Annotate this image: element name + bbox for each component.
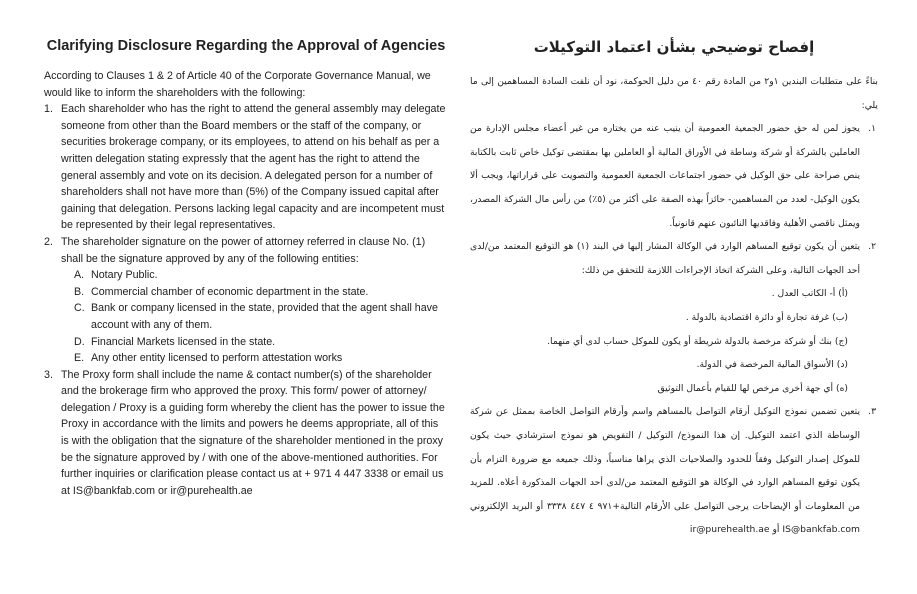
english-entity-e — [74, 350, 448, 367]
arabic-title: إفصاح توضيحي بشأن اعتماد التوكيلات — [533, 38, 815, 56]
arabic-item-1 — [470, 117, 878, 235]
entity-text: Notary Public. — [91, 269, 158, 282]
entity-letter: D. — [74, 335, 85, 348]
english-entities-list — [61, 267, 448, 367]
arabic-item-number: ٢. — [868, 241, 876, 253]
arabic-item-3 — [470, 400, 878, 542]
english-item-text: The shareholder signature on the power of attorney referred in clause No. (1) shall be the signature approved by any of the following entities: — [61, 235, 426, 265]
english-title: Clarifying Disclosure Regarding the Approval of Agencies — [46, 38, 446, 54]
english-entity-c — [74, 300, 448, 333]
entity-letter: C. — [74, 302, 85, 315]
english-entity-d — [74, 334, 448, 351]
english-entity-b — [74, 284, 448, 301]
arabic-item-text: يتعين أن يكون توقيع المساهم الوارد في الوكالة المشار إليها في البند (١) هو التوقيع المعتمد من/لدى أحد الجهات التالية، وعلى الشركة اتخاذ الإجراءات اللازمة للتحقق من ذلك: — [470, 241, 861, 276]
english-item-1 — [44, 101, 448, 234]
arabic-entity-e: (ه) أي جهة أخرى مرخص لها للقيام بأعمال التوثيق — [657, 382, 848, 394]
arabic-item-number: ٣. — [868, 406, 876, 418]
english-list — [44, 101, 448, 499]
english-item-2 — [44, 234, 448, 367]
english-entity-a — [74, 267, 448, 284]
arabic-entity-a: (أ) أ- الكاتب العدل . — [771, 288, 848, 300]
english-item-text: Each shareholder who has the right to attend the general assembly may delegate someone from other than the Board members or the staff of the company, or securities brokerage company, or its employees, to attend on his behalf as per a written delegation stating expressly that the agent has the right to attend the general assembly and vote on its decision. A delegated person for a number of shareholders shall not have more than (5%) of the Company issued capital after gaining that delegation. Persons lacking legal capacity and are incompetent must be represented by their legal representatives. — [61, 103, 446, 232]
english-intro: According to Clauses 1 & 2 of Article 40 of the Corporate Governance Manual, we would like to inform the shareholders with the following: — [44, 70, 431, 99]
english-column — [44, 38, 448, 499]
arabic-item-text: يتعين تضمين نموذج التوكيل أرقام التواصل بالمساهم واسم وأرقام التواصل الخاصة بممثل عن شركة الوساطة الذي اعتمد التوكيل. إن هذا النموذج/ التوكيل / التفويض هو نموذج استرشادي حيث يكون للموكل إصدار التوكيل وفقاً للحدود والصلاحيات الذي يراها مناسباً، وذلك جميعه مع ضرورة التزام بأن يكون توقيع المساهم الوارد في الوكالة هو التوقيع المعتمد من/لدى أحد الجهات المذكورة أعلاه. للمزيد من المعلومات أو الإيضاحات يرجى التواصل على الأرقام التالية+٩٧١ ٤ ٤٤٧ ٣٣٣٨ أو البريد الإلكتروني IS@bankfab.com أو ir@purehealth.ae — [470, 406, 861, 536]
english-item-text: The Proxy form shall include the name & contact number(s) of the shareholder and the brokerage firm who approved the proxy. This form/ power of attorney/ delegation / Proxy is a guiding form whereby the client has the power to issue the Proxy in accordance with the limits and powers he deems appropriate, all of this is with the obligation that the signature of the shareholder mentioned in the proxy be the signature approved by / with one of the above-mentioned authorities. For further inquiries or clarification please contact us at + 971 4 447 3338 or email us at IS@bankfab.com or ir@purehealth.ae — [61, 368, 445, 497]
arabic-item-number: ١. — [868, 123, 876, 135]
english-item-number: 1. — [44, 103, 53, 116]
arabic-intro: بناءً على متطلبات البندين ١و٢ من المادة رقم ٤٠ من دليل الحوكمة، نود أن نلفت السادة المساهمين إلى ما يلي: — [470, 76, 878, 111]
arabic-column — [470, 38, 878, 542]
entity-text: Any other entity licensed to perform attestation works — [91, 352, 343, 365]
entity-text: Bank or company licensed in the state, provided that the agent shall have account with any of them. — [91, 302, 438, 331]
english-item-number: 2. — [44, 235, 53, 248]
english-item-number: 3. — [44, 368, 53, 381]
arabic-entity-b: (ب) غرفة تجارة أو دائرة اقتصادية بالدولة . — [685, 311, 848, 323]
entity-text: Financial Markets licensed in the state. — [91, 335, 276, 348]
entity-text: Commercial chamber of economic department in the state. — [91, 285, 369, 298]
english-item-3 — [44, 367, 448, 500]
arabic-item-text: يجوز لمن له حق حضور الجمعية العمومية أن ينيب عنه من يختاره من غير أعضاء مجلس الإدارة من العاملين بالشركة أو شركة وساطة في الأوراق المالية أو العاملين بها بمقتضى توكيل خاص ثابت بالكتابة ينص صراحة على حق الوكيل في حضور اجتماعات الجمعية العمومية والتصويت على قراراتها، ويجب ألا يكون الوكيل- لعدد من المساهمين- حائزاً بهذه الصفة على أكثر من (٥٪) من رأس مال الشركة المصدر، ويمثل ناقصي الأهلية وفاقديها النائبون عنهم قانونياً. — [470, 123, 860, 229]
entity-letter: E. — [74, 352, 85, 365]
entity-letter: A. — [74, 269, 85, 282]
arabic-entity-d: (د) الأسواق المالية المرخصة في الدولة. — [696, 359, 848, 371]
arabic-item-2 — [470, 235, 878, 282]
arabic-entity-c: (ج) بنك أو شركة مرخصة بالدولة شريطة أو يكون للموكل حساب لدى أي منهما. — [547, 335, 848, 347]
entity-letter: B. — [74, 285, 85, 298]
